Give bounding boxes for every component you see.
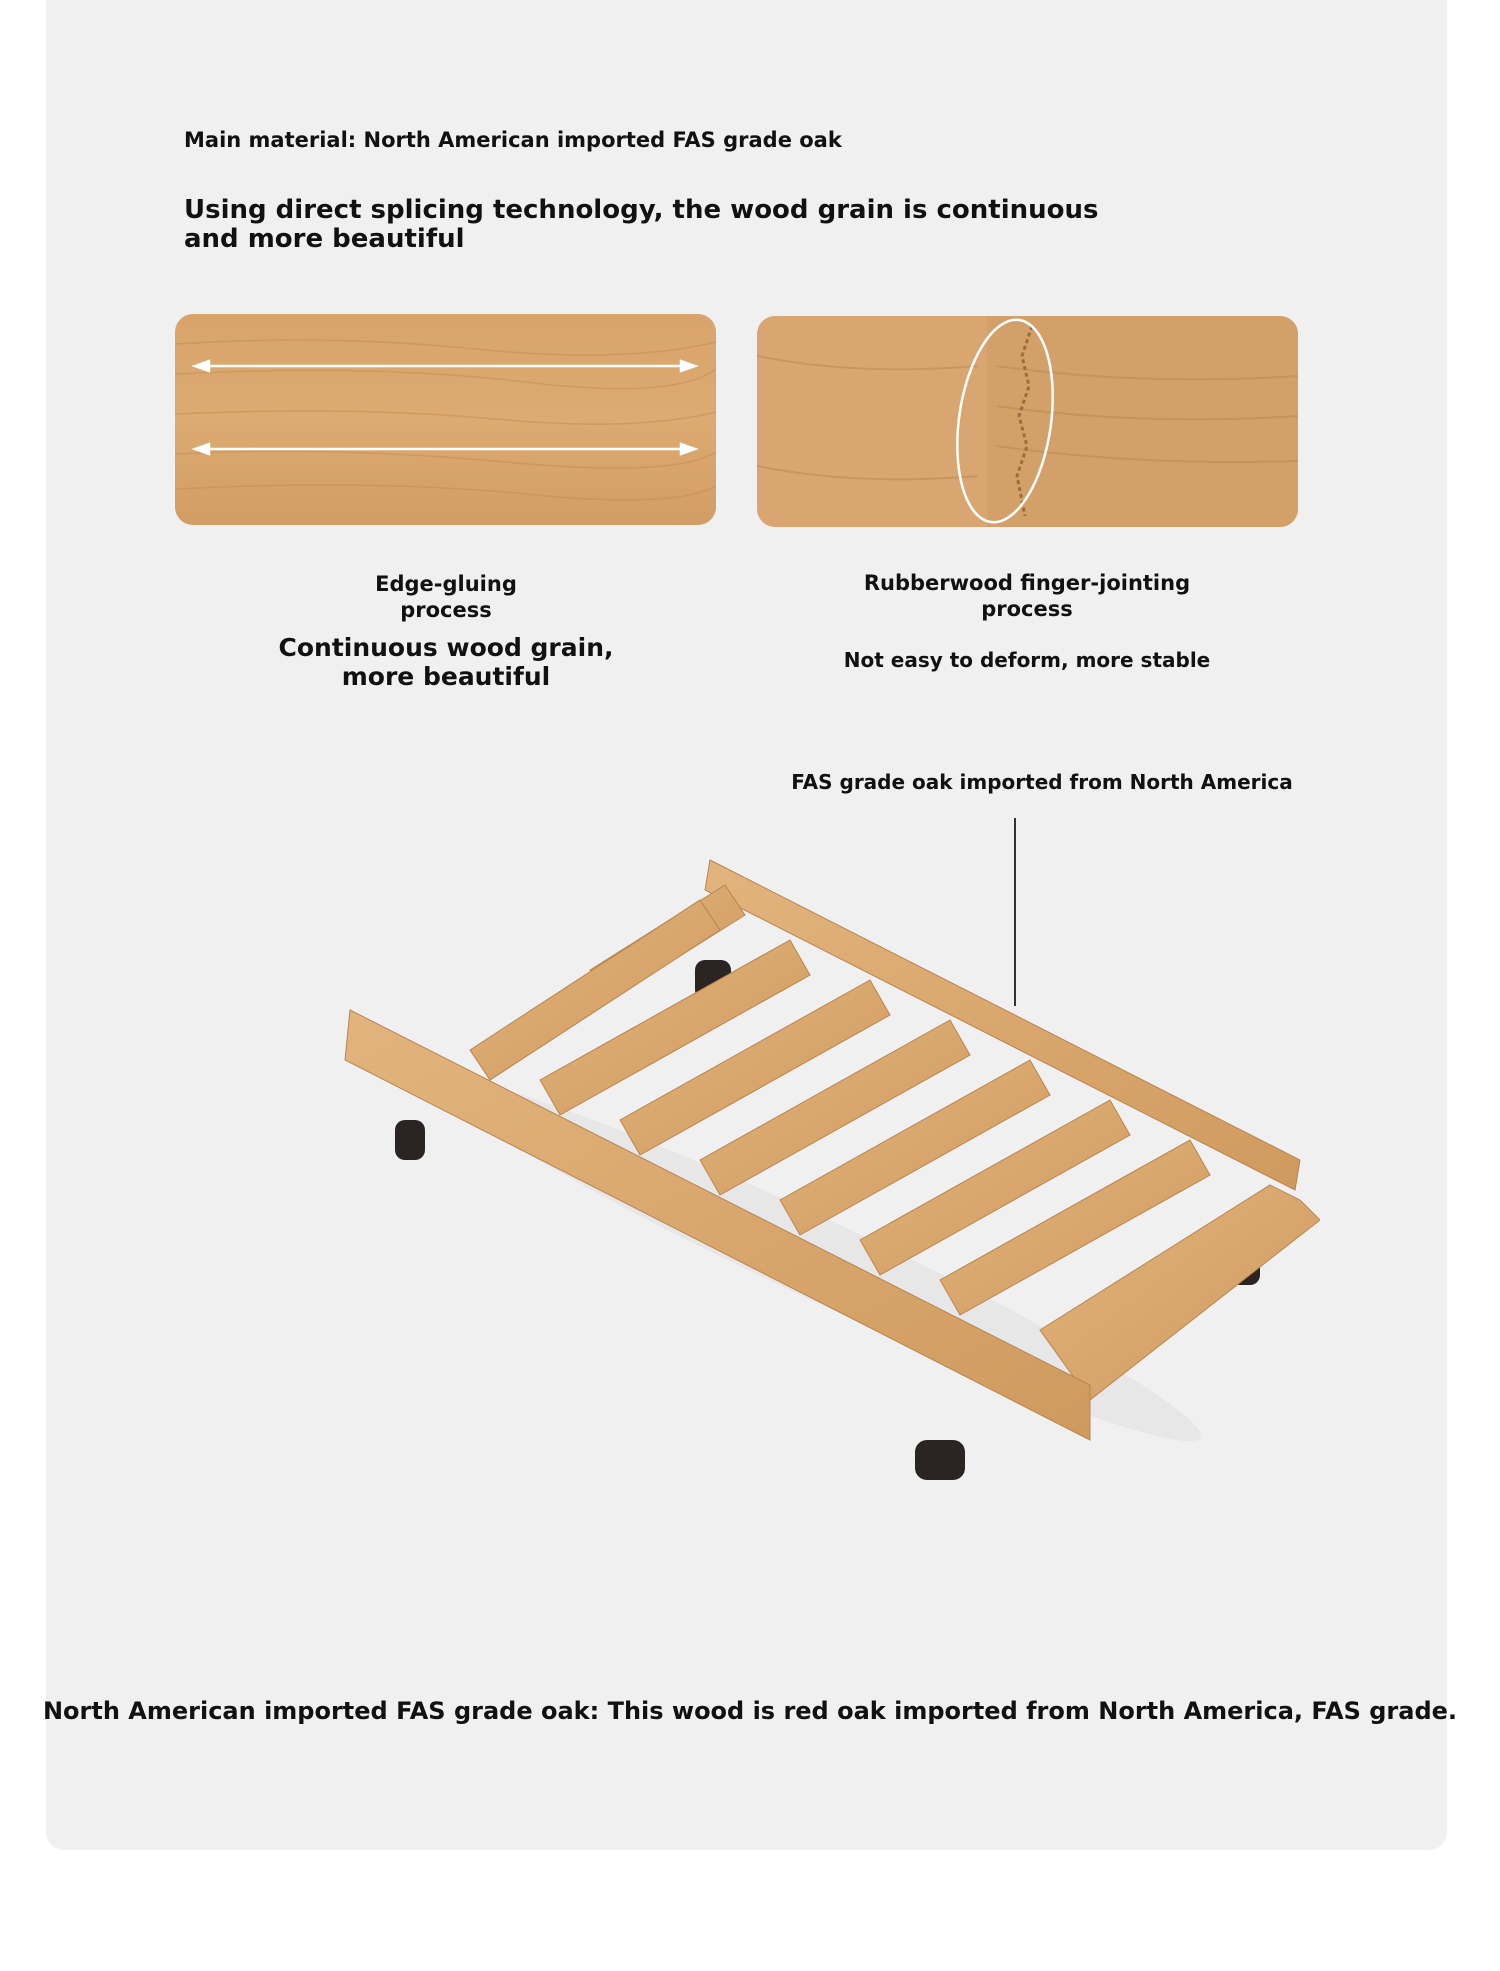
- finger-jointing-wood-image: [757, 316, 1298, 527]
- product-callout: FAS grade oak imported from North America: [791, 770, 1293, 794]
- section-heading: [184, 196, 1098, 254]
- heading-line-2: and more beautiful: [184, 224, 465, 254]
- title-line: Rubberwood finger-jointing: [863, 571, 1191, 595]
- wooden-plant-caddy-image: [340, 840, 1320, 1520]
- title-line: process: [981, 597, 1073, 621]
- main-material-label: Main material: North American imported FAS grade oak: [184, 128, 842, 152]
- edge-gluing-title: [375, 571, 517, 623]
- finger-jointing-description: Not easy to deform, more stable: [843, 648, 1211, 672]
- title-line: Edge-gluing: [375, 572, 517, 596]
- heading-line-1: Using direct splicing technology, the wood grain is continuous: [184, 195, 1099, 225]
- finger-jointing-title: [864, 570, 1190, 622]
- edge-gluing-description: [279, 633, 614, 691]
- edge-gluing-wood-image: [175, 314, 716, 525]
- desc-line: more beautiful: [341, 662, 551, 691]
- footer-note: North American imported FAS grade oak: This wood is red oak imported from North America, FAS grade.: [42, 1697, 1458, 1725]
- desc-line: Continuous wood grain,: [278, 633, 614, 662]
- title-line: process: [400, 598, 492, 622]
